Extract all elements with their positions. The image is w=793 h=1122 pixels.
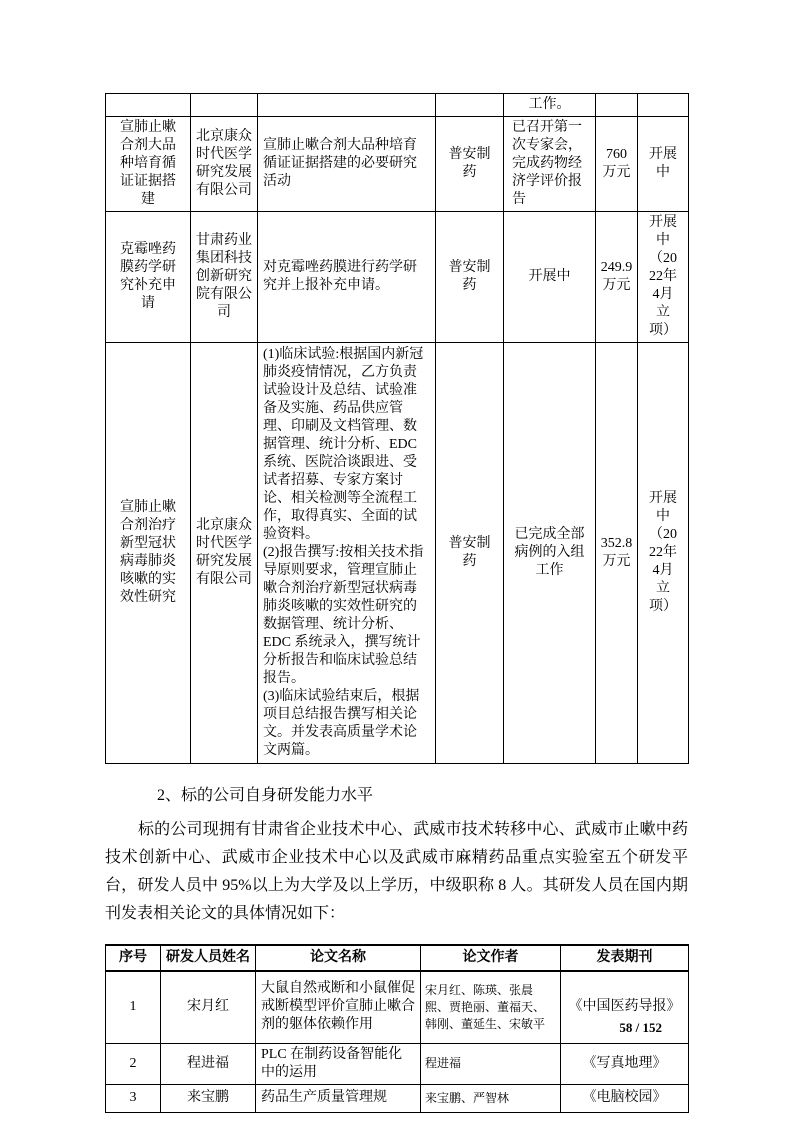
cell-status: 开展中 xyxy=(638,117,689,212)
content-paragraph: (1)临床试验:根据国内新冠肺炎疫情情况，乙方负责试验设计及总结、试验准备及实施、药品供应管理、印刷及文档管理、数据管理、统计分析、EDC 系统、医院洽谈跟进、受试者招募、专家方案讨论、相关检测等全流程工作，取得真实、全面的试验资料。 xyxy=(263,347,424,542)
cell-entity: 普安制药 xyxy=(436,212,504,343)
cell-project: 克霉唑药膜药学研究补充申请 xyxy=(106,212,191,343)
cell-amount-empty xyxy=(596,94,638,117)
cell-entity: 普安制药 xyxy=(436,343,504,764)
cell-title: PLC 在制药设备智能化中的运用 xyxy=(256,1043,421,1084)
cell-name: 程进福 xyxy=(161,1043,256,1084)
cell-progress: 开展中 xyxy=(504,212,596,343)
cell-name: 来宝鹏 xyxy=(161,1084,256,1112)
page-content xyxy=(105,93,688,1113)
cell-status: 开展中（2022年4月立项） xyxy=(638,343,689,764)
table-row xyxy=(106,212,689,343)
table-row xyxy=(106,117,689,212)
cell-content: 宣肺止嗽合剂大品种培育循证证据搭建的必要研究活动 xyxy=(258,117,436,212)
cell-authors: 程进福 xyxy=(421,1043,561,1084)
page-number: 58 / 152 xyxy=(619,1020,662,1035)
cell-entity-empty xyxy=(436,94,504,117)
cell-journal: 《中国医药导报》 xyxy=(561,971,689,1043)
cell-no: 3 xyxy=(106,1084,161,1112)
cell-name: 宋月红 xyxy=(161,971,256,1043)
header-no: 序号 xyxy=(106,945,161,971)
header-journal: 发表期刊 xyxy=(561,945,689,971)
papers-table xyxy=(105,944,689,1113)
content-paragraph: (3)临床试验结束后，根据项目总结报告撰写相关论文。并发表高质量学术论文两篇。 xyxy=(263,689,420,758)
cell-partner: 甘肃药业集团科技创新研究院有限公司 xyxy=(191,212,258,343)
cell-partner: 北京康众时代医学研究发展有限公司 xyxy=(191,343,258,764)
header-name: 研发人员姓名 xyxy=(161,945,256,971)
cell-content: 对克霉唑药膜进行药学研究并上报补充申请。 xyxy=(258,212,436,343)
table-row-carryover xyxy=(106,94,689,117)
header-authors: 论文作者 xyxy=(421,945,561,971)
cell-amount: 760万元 xyxy=(596,117,638,212)
rd-projects-table xyxy=(105,93,689,764)
cell-status: 开展中（2022年4月立项） xyxy=(638,212,689,343)
cell-project: 宣肺止嗽合剂大品种培育循证证据搭建 xyxy=(106,117,191,212)
cell-title: 大鼠自然戒断和小鼠催促戒断模型评价宣肺止嗽合剂的躯体依赖作用 xyxy=(256,971,421,1043)
cell-progress: 已召开第一次专家会，完成药物经济学评价报告 xyxy=(504,117,596,212)
table-row xyxy=(106,1043,689,1084)
header-title: 论文名称 xyxy=(256,945,421,971)
cell-partner: 北京康众时代医学研究发展有限公司 xyxy=(191,117,258,212)
cell-no: 1 xyxy=(106,971,161,1043)
cell-no: 2 xyxy=(106,1043,161,1084)
content-paragraph: (2)报告撰写:按相关技术指导原则要求，管理宣肺止嗽合剂治疗新型冠状病毒肺炎咳嗽的实效性研究的数据管理、统计分析、EDC 系统录入，撰写统计分析报告和临床试验总结报告。 xyxy=(263,545,424,686)
cell-progress: 已完成全部病例的入组工作 xyxy=(504,343,596,764)
cell-entity: 普安制药 xyxy=(436,117,504,212)
section-heading: 2、标的公司自身研发能力水平 xyxy=(157,787,374,804)
cell-authors: 宋月红、陈瑛、张晨熙、贾艳丽、董福天、韩刚、董延生、宋敏平 xyxy=(421,971,561,1043)
cell-journal: 《写真地理》 xyxy=(561,1043,689,1084)
table-row xyxy=(106,971,689,1043)
cell-amount: 249.9万元 xyxy=(596,212,638,343)
cell-journal: 《电脑校园》 xyxy=(561,1084,689,1112)
cell-authors: 来宝鹏、严智林 xyxy=(421,1084,561,1112)
cell-project-empty xyxy=(106,94,191,117)
table-row xyxy=(106,1084,689,1112)
cell-status-empty xyxy=(638,94,689,117)
cell-amount: 352.8万元 xyxy=(596,343,638,764)
cell-progress: 工作。 xyxy=(504,94,596,117)
table-row xyxy=(106,343,689,764)
section-paragraph: 标的公司现拥有甘肃省企业技术中心、武威市技术转移中心、武威市止嗽中药技术创新中心、武威市企业技术中心以及武威市麻精药品重点实验室五个研发平台，研发人员中 95%以上为大学及以上学历，中级职称 8 人。其研发人员在国内期刊发表相关论文的具体情况如下： xyxy=(105,821,688,922)
cell-partner-empty xyxy=(191,94,258,117)
table-header-row xyxy=(106,945,689,971)
cell-title: 药品生产质量管理规 xyxy=(256,1084,421,1112)
cell-content xyxy=(258,343,436,764)
cell-content-empty xyxy=(258,94,436,117)
cell-project: 宣肺止嗽合剂治疗新型冠状病毒肺炎咳嗽的实效性研究 xyxy=(106,343,191,764)
